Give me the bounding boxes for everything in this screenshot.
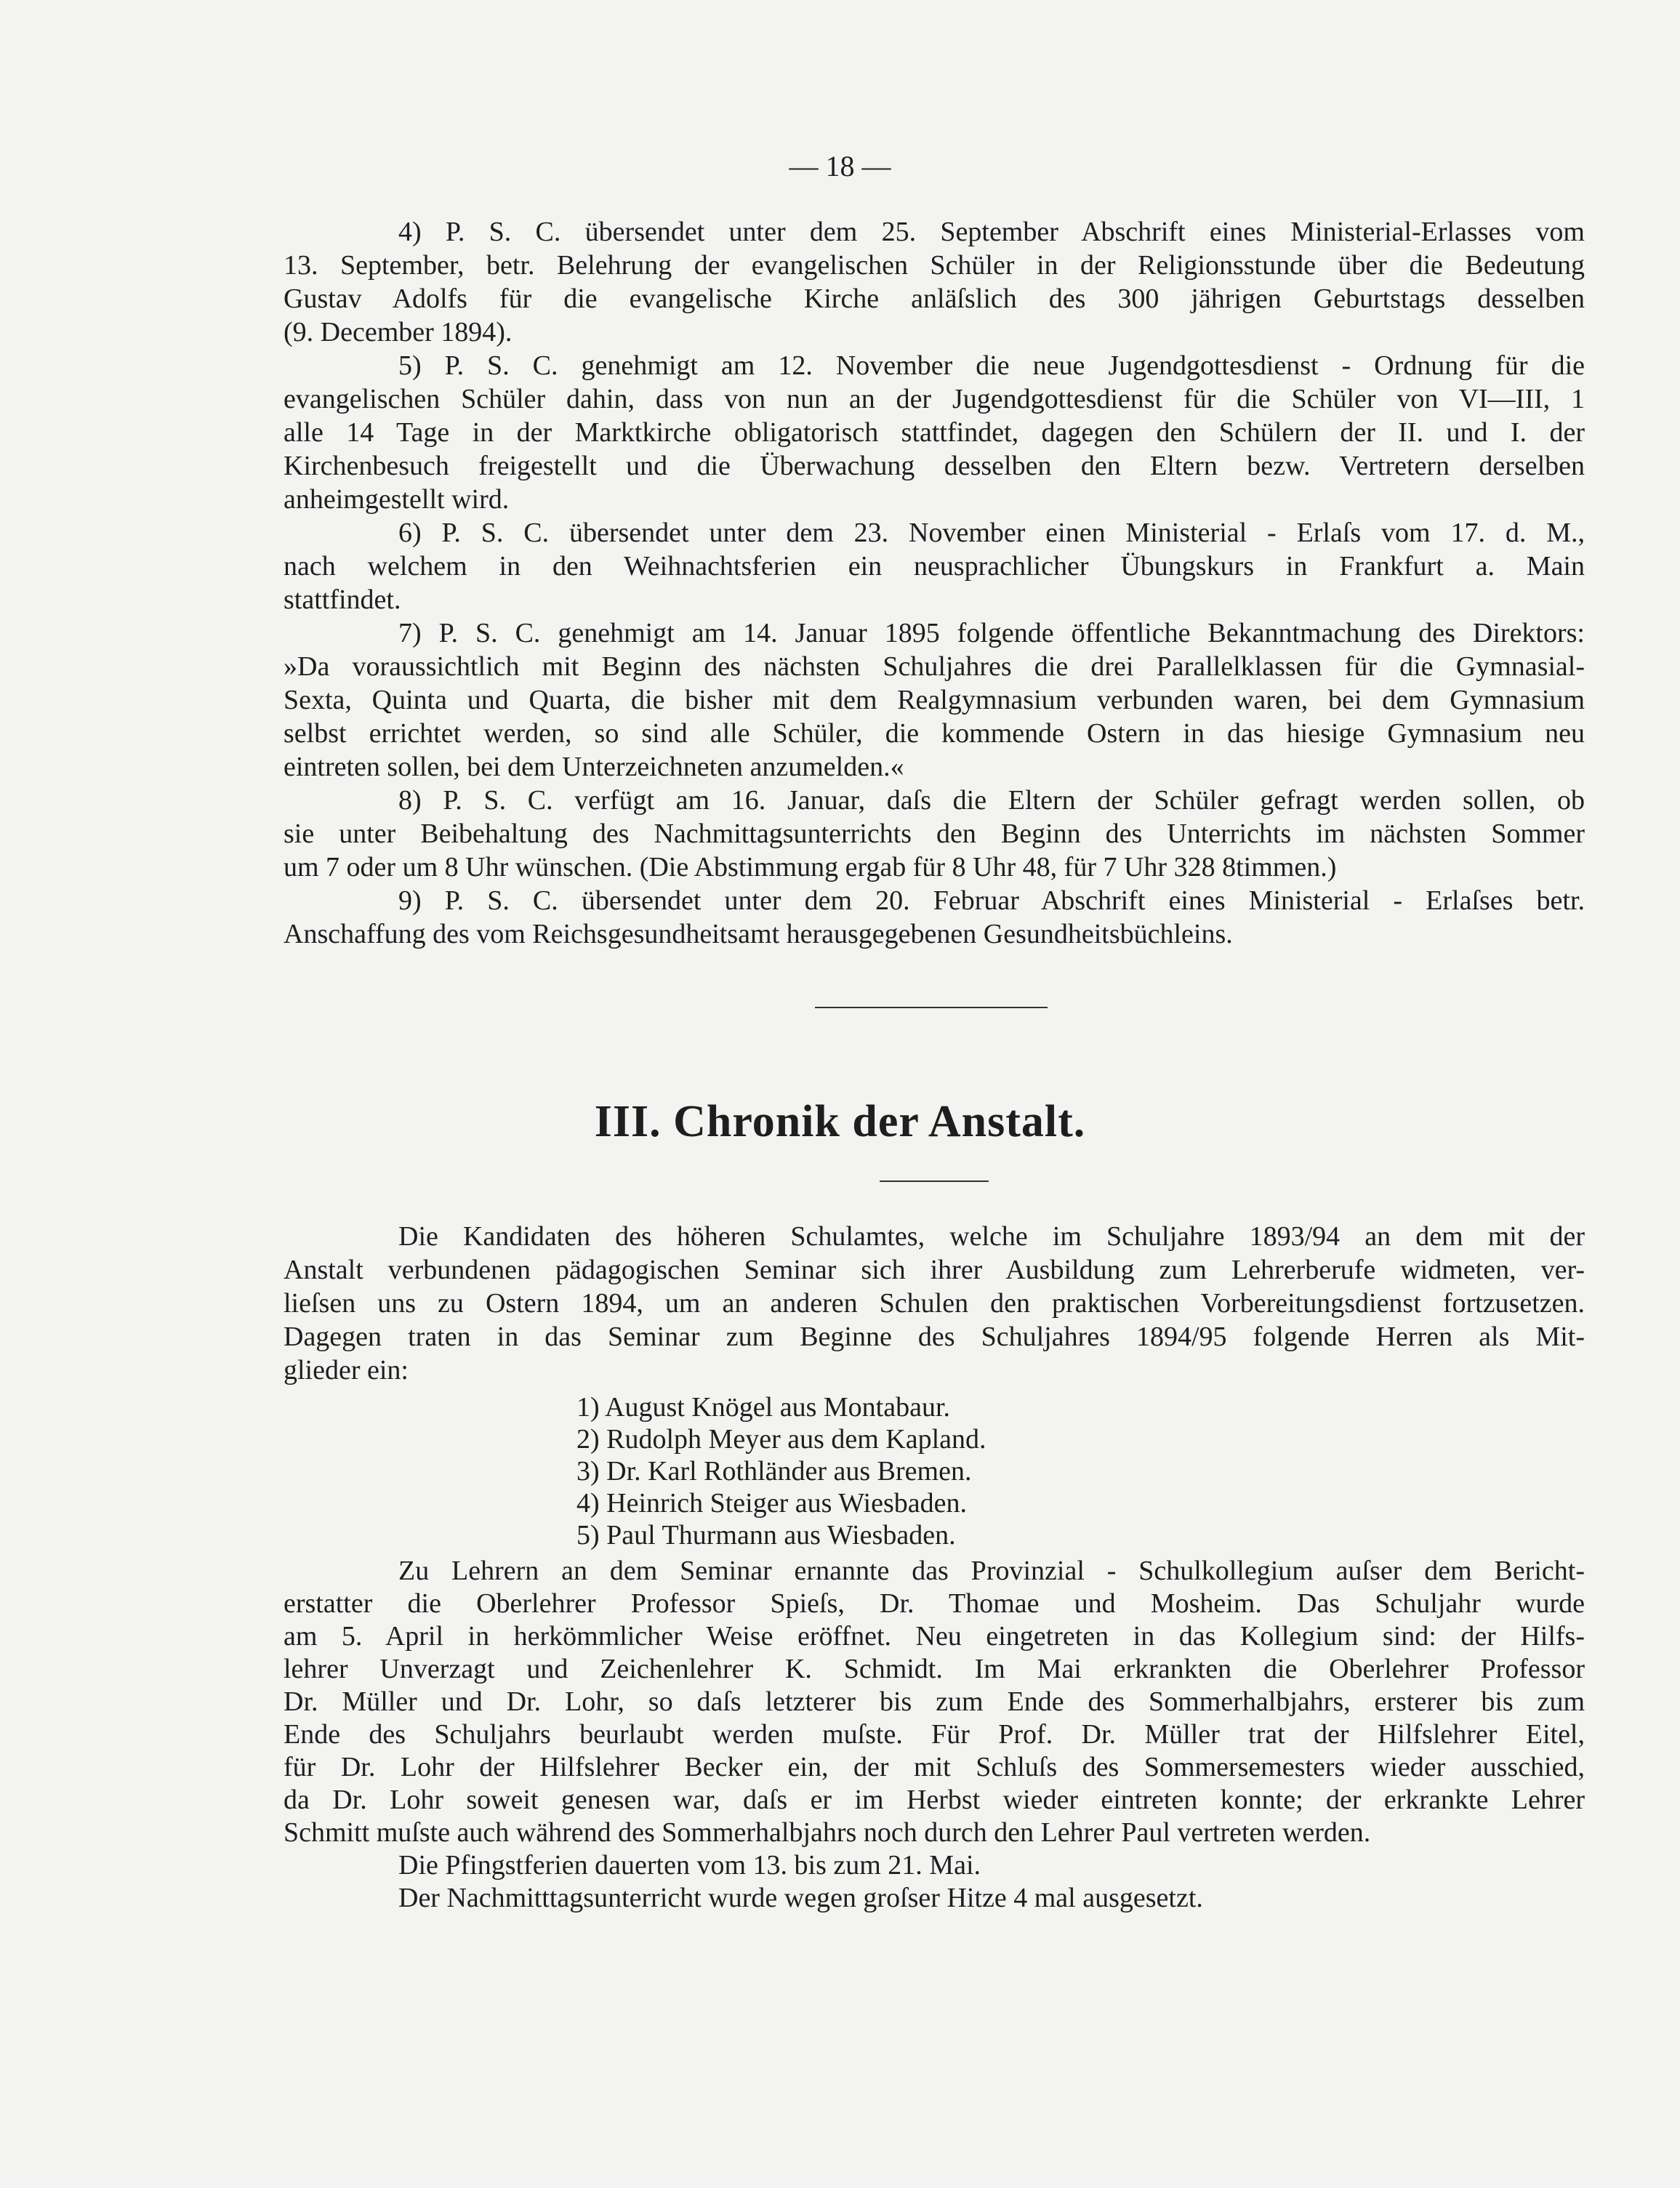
section-heading: III. Chronik der Anstalt. bbox=[594, 1097, 1086, 1146]
text-line: lehrer Unverzagt und Zeichenlehrer K. Schmidt. Im Mai erkrankten die Oberlehrer Professor bbox=[284, 1654, 1585, 1684]
text-line: eintreten sollen, bei dem Unterzeichneten anzumelden.« bbox=[284, 752, 904, 782]
text-line: 6) P. S. C. übersendet unter dem 23. November einen Ministerial - Erlaſs vom 17. d. M., bbox=[398, 518, 1585, 548]
seminar-members-list bbox=[576, 1391, 986, 1551]
text-line: glieder ein: bbox=[284, 1355, 409, 1385]
text-line: Gustav Adolfs für die evangelische Kirche anläſslich des 300 jährigen Geburtstags desselben bbox=[284, 283, 1585, 314]
text-line: 7) P. S. C. genehmigt am 14. Januar 1895 folgende öffentliche Bekanntmachung des Direktors: bbox=[398, 618, 1585, 648]
text-line: Anstalt verbundenen pädagogischen Seminar sich ihrer Ausbildung zum Lehrerberufe widmeten, ver- bbox=[284, 1255, 1585, 1285]
text-line: für Dr. Lohr der Hilfslehrer Becker ein, der mit Schluſs des Sommersemesters wieder ausschied, bbox=[284, 1752, 1585, 1782]
section-divider bbox=[815, 1007, 1048, 1008]
text-line: nach welchem in den Weihnachtsferien ein neusprachlicher Übungskurs in Frankfurt a. Main bbox=[284, 551, 1585, 582]
text-line: Zu Lehrern an dem Seminar ernannte das Provinzial - Schulkollegium auſser dem Bericht- bbox=[398, 1556, 1585, 1586]
text-line: Anschaffung des vom Reichsgesundheitsamt herausgegebenen Gesundheitsbüchleins. bbox=[284, 919, 1233, 949]
text-line: stattfindet. bbox=[284, 584, 401, 615]
text-line: da Dr. Lohr soweit genesen war, daſs er im Herbst wieder eintreten konnte; der erkrankte Lehrer bbox=[284, 1785, 1585, 1815]
text-line: 13. September, betr. Belehrung der evangelischen Schüler in der Religionsstunde über die Bedeutung bbox=[284, 250, 1585, 281]
ministerial-decrees-section bbox=[284, 215, 1585, 951]
text-line: alle 14 Tage in der Marktkirche obligatorisch stattfindet, dagegen den Schülern der II. und I. der bbox=[284, 417, 1585, 448]
heading-underline bbox=[880, 1181, 989, 1182]
text-line: am 5. April in herkömmlicher Weise eröffnet. Neu eingetreten in das Kollegium sind: der Hilfs- bbox=[284, 1621, 1585, 1652]
text-line: selbst errichtet werden, so sind alle Schüler, die kommende Ostern in das hiesige Gymnasium neu bbox=[284, 718, 1585, 749]
text-line: 8) P. S. C. verfügt am 16. Januar, daſs die Eltern der Schüler gefragt werden sollen, ob bbox=[398, 785, 1585, 816]
text-line: Die Pfingstferien dauerten vom 13. bis zum 21. Mai. bbox=[398, 1850, 981, 1881]
text-line: 5) P. S. C. genehmigt am 12. November die neue Jugendgottesdienst - Ordnung für die bbox=[398, 350, 1585, 381]
text-line: Die Kandidaten des höheren Schulamtes, welche im Schuljahre 1893/94 an dem mit der bbox=[398, 1221, 1585, 1252]
text-line: lieſsen uns zu Ostern 1894, um an anderen Schulen den praktischen Vorbereitungsdienst fortzusetzen. bbox=[284, 1288, 1585, 1319]
list-item: 5) Paul Thurmann aus Wiesbaden. bbox=[576, 1520, 956, 1550]
text-line: (9. December 1894). bbox=[284, 317, 513, 347]
text-line: 4) P. S. C. übersendet unter dem 25. September Abschrift eines Ministerial-Erlasses vom bbox=[398, 217, 1585, 247]
text-line: Der Nachmitttagsunterricht wurde wegen groſser Hitze 4 mal ausgesetzt. bbox=[398, 1883, 1203, 1913]
text-line: Kirchenbesuch freigestellt und die Überwachung desselben den Eltern bezw. Vertretern derselben bbox=[284, 451, 1585, 481]
text-line: erstatter die Oberlehrer Professor Spieſs, Dr. Thomae und Mosheim. Das Schuljahr wurde bbox=[284, 1588, 1585, 1619]
text-line: sie unter Beibehaltung des Nachmittagsunterrichts den Beginn des Unterrichts im nächsten Sommer bbox=[284, 819, 1585, 849]
candidates-paragraph bbox=[284, 1220, 1585, 1387]
text-line: Ende des Schuljahrs beurlaubt werden muſste. Für Prof. Dr. Müller trat der Hilfslehrer Eitel, bbox=[284, 1719, 1585, 1750]
text-line: »Da voraussichtlich mit Beginn des nächsten Schuljahres die drei Parallelklassen für die Gymnasial- bbox=[284, 651, 1585, 682]
list-item: 1) August Knögel aus Montabaur. bbox=[576, 1392, 951, 1423]
chronicle-paragraphs bbox=[284, 1555, 1585, 1915]
text-line: Sexta, Quinta und Quarta, die bisher mit dem Realgymnasium verbunden waren, bei dem Gymnasium bbox=[284, 685, 1585, 715]
text-line: 9) P. S. C. übersendet unter dem 20. Februar Abschrift eines Ministerial - Erlaſses betr. bbox=[398, 885, 1585, 916]
text-line: anheimgestellt wird. bbox=[284, 484, 510, 515]
text-line: um 7 oder um 8 Uhr wünschen. (Die Abstimmung ergab für 8 Uhr 48, für 7 Uhr 328 8timmen.) bbox=[284, 852, 1337, 882]
list-item: 3) Dr. Karl Rothländer aus Bremen. bbox=[576, 1456, 972, 1487]
text-line: Dagegen traten in das Seminar zum Beginne des Schuljahres 1894/95 folgende Herren als Mit- bbox=[284, 1322, 1585, 1352]
text-line: Schmitt muſste auch während des Sommerhalbjahrs noch durch den Lehrer Paul vertreten werden. bbox=[284, 1817, 1371, 1848]
page-number: — 18 — bbox=[789, 150, 891, 182]
text-line: Dr. Müller und Dr. Lohr, so daſs letzterer bis zum Ende des Sommerhalbjahrs, ersterer bis zum bbox=[284, 1686, 1585, 1717]
text-line: evangelischen Schüler dahin, dass von nun an der Jugendgottesdienst für die Schüler von VI—III, 1 bbox=[284, 384, 1585, 414]
list-item: 2) Rudolph Meyer aus dem Kapland. bbox=[576, 1424, 986, 1455]
list-item: 4) Heinrich Steiger aus Wiesbaden. bbox=[576, 1488, 967, 1519]
